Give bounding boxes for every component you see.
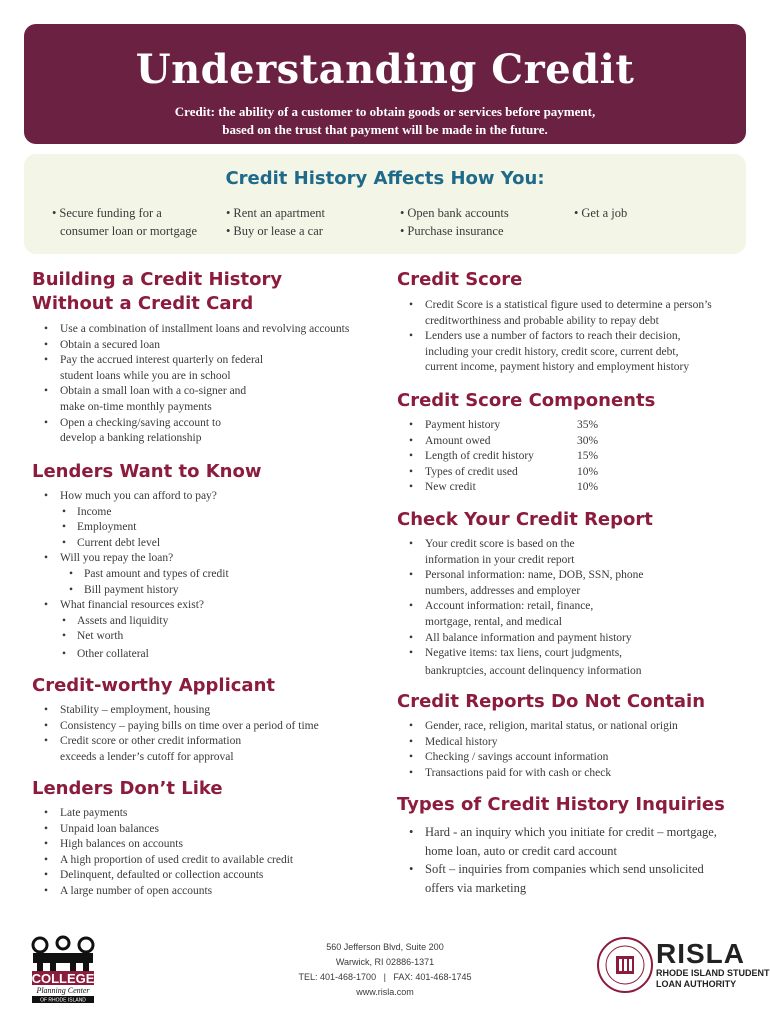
header-banner [24, 24, 746, 144]
list-subitem: • Other collateral [32, 647, 392, 663]
component-row [397, 465, 747, 481]
list-item-continued: make on-time monthly payments [60, 400, 212, 413]
affects-item: • Purchase insurance [400, 224, 504, 238]
list-item: • A large number of open accounts [32, 884, 392, 900]
not-contain-title: Credit Reports Do Not Contain [397, 691, 706, 712]
list-item: • Will you repay the loan? [32, 551, 392, 567]
component-percent: 30% [577, 434, 599, 447]
affects-title: Credit History Affects How You: [225, 168, 545, 189]
lenders-want-title: Lenders Want to Know [32, 461, 262, 482]
component-percent: 10% [577, 481, 599, 494]
address-line-2: Warwick, RI 02886-1371 [335, 957, 435, 967]
lenders-dont-title: Lenders Don’t Like [32, 778, 223, 799]
college-planning-center-logo [28, 935, 98, 1003]
website-link[interactable]: www.risla.com [356, 987, 414, 997]
list-item: • Stability – employment, housing [32, 703, 392, 719]
creditworthy-title: Credit-worthy Applicant [32, 675, 275, 696]
list-item: • Your credit score is based on the [397, 537, 747, 553]
footer-address [270, 940, 500, 1000]
page-subtitle [24, 103, 746, 139]
list-item: • Use a combination of installment loans and revolving accounts [32, 322, 392, 338]
list-item-continued: creditworthiness and probable ability to repay debt [425, 314, 659, 327]
college-logo-subtext: Planning Center [36, 986, 90, 995]
affects-item: • Buy or lease a car [226, 224, 323, 238]
list-item: • A high proportion of used credit to available credit [32, 853, 392, 869]
list-subitem: • Employment [32, 520, 392, 536]
list-subitem: • Current debt level [32, 536, 392, 552]
college-logo-graphic [28, 935, 98, 1003]
list-item: • Hard - an inquiry which you initiate for credit – mortgage, [397, 823, 747, 842]
page-title: Understanding Credit [135, 46, 635, 93]
list-item: • Transactions paid for with cash or check [397, 766, 747, 782]
list-item: • Consistency – paying bills on time over a period of time [32, 719, 392, 735]
list-subitem: • Income [32, 505, 392, 521]
list-item-continued: offers via marketing [425, 880, 527, 895]
list-item: • Credit Score is a statistical figure used to determine a person’s [397, 298, 747, 314]
check-report-title: Check Your Credit Report [397, 509, 653, 530]
inquiries-list [397, 823, 747, 897]
list-item-continued: including your credit history, credit score, current debt, [425, 345, 679, 358]
credit-history-affects-box [24, 154, 746, 254]
affects-item: • Open bank accounts [400, 206, 509, 220]
creditworthy-list [32, 703, 392, 765]
list-item-continued: student loans while you are in school [60, 369, 231, 382]
address-line-1: 560 Jefferson Blvd, Suite 200 [326, 942, 444, 952]
list-subitem: • Assets and liquidity [32, 614, 392, 630]
affects-column-2 [226, 204, 325, 240]
list-item: • Checking / savings account information [397, 750, 747, 766]
risla-name-line-2: LOAN AUTHORITY [656, 979, 737, 989]
component-label: Amount owed [425, 434, 491, 447]
list-item-continued: home loan, auto or credit card account [425, 843, 617, 858]
building-title-line-1: Building a Credit History [32, 269, 283, 290]
list-item: • Unpaid loan balances [32, 822, 392, 838]
components-title: Credit Score Components [397, 390, 656, 411]
building-credit-list [32, 322, 392, 447]
list-item-continued: numbers, addresses and employer [425, 584, 581, 597]
affects-item: consumer loan or mortgage [60, 224, 198, 238]
component-row [397, 449, 747, 465]
list-subitem: • Net worth [32, 629, 392, 645]
list-item: • Obtain a small loan with a co-signer and [32, 384, 392, 400]
component-row [397, 418, 747, 434]
credit-score-list [397, 298, 747, 376]
list-item: • Soft – inquiries from companies which send unsolicited [397, 860, 747, 879]
affects-column-4 [574, 204, 627, 222]
list-subitem: • Bill payment history [32, 583, 392, 599]
college-logo-text: COLLEGE [31, 971, 95, 986]
list-item: • High balances on accounts [32, 837, 392, 853]
lenders-want-list [32, 489, 392, 663]
list-item: • All balance information and payment history [397, 631, 747, 647]
list-item-continued: mortgage, rental, and medical [425, 615, 562, 628]
list-item-continued: bankruptcies, account delinquency information [425, 664, 642, 677]
component-percent: 15% [577, 450, 599, 463]
list-subitem: • Past amount and types of credit [32, 567, 392, 583]
building-credit-title [32, 268, 282, 316]
list-item: • Personal information: name, DOB, SSN, phone [397, 568, 747, 584]
components-list [397, 418, 747, 496]
list-item: • How much you can afford to pay? [32, 489, 392, 505]
list-item: • Account information: retail, finance, [397, 599, 747, 615]
list-item: • Obtain a secured loan [32, 338, 392, 354]
risla-wordmark: RISLA [656, 938, 745, 969]
list-item: • Delinquent, defaulted or collection accounts [32, 868, 392, 884]
list-item: • Gender, race, religion, marital status, or national origin [397, 719, 747, 735]
affects-column-3 [400, 204, 509, 240]
list-item-continued: develop a banking relationship [60, 432, 202, 445]
risla-logo [656, 940, 770, 990]
list-item: • Late payments [32, 806, 392, 822]
component-label: New credit [425, 481, 476, 494]
list-item: • Pay the accrued interest quarterly on federal [32, 353, 392, 369]
component-percent: 35% [577, 419, 599, 431]
component-label: Payment history [425, 419, 501, 431]
subtitle-line-2: based on the trust that payment will be made in the future. [222, 122, 548, 137]
component-label: Types of credit used [425, 465, 518, 478]
list-item: • Open a checking/saving account to [32, 416, 392, 432]
list-item-continued: information in your credit report [425, 553, 575, 566]
not-contain-list [397, 719, 747, 781]
list-item-continued: exceeds a lender’s cutoff for approval [60, 750, 234, 763]
list-item: • Medical history [397, 735, 747, 751]
risla-seal-icon [596, 936, 654, 994]
affects-item: • Secure funding for a [52, 206, 162, 220]
college-logo-bottom-text: OF RHODE ISLAND [40, 997, 86, 1003]
component-row [397, 480, 747, 496]
list-item-continued: current income, payment history and employment history [425, 361, 690, 374]
phone-fax-line: TEL: 401-468-1700 | FAX: 401-468-1745 [298, 972, 472, 982]
affects-column-1 [52, 204, 197, 240]
building-title-line-2: Without a Credit Card [32, 293, 254, 314]
affects-item: • Rent an apartment [226, 206, 326, 220]
component-percent: 10% [577, 465, 599, 478]
subtitle-line-1: Credit: the ability of a customer to obtain goods or services before payment, [174, 104, 596, 119]
list-item: • What financial resources exist? [32, 598, 392, 614]
lenders-dont-list [32, 806, 392, 900]
risla-name-line-1: RHODE ISLAND STUDENT [656, 968, 770, 978]
component-label: Length of credit history [425, 450, 534, 463]
component-row [397, 434, 747, 450]
check-report-list [397, 537, 747, 679]
credit-score-title: Credit Score [397, 269, 523, 290]
list-item: • Credit score or other credit information [32, 734, 392, 750]
list-item: • Lenders use a number of factors to reach their decision, [397, 329, 747, 345]
inquiries-title: Types of Credit History Inquiries [397, 794, 725, 815]
list-item: • Negative items: tax liens, court judgments, [397, 646, 747, 662]
affects-item: • Get a job [574, 206, 628, 220]
